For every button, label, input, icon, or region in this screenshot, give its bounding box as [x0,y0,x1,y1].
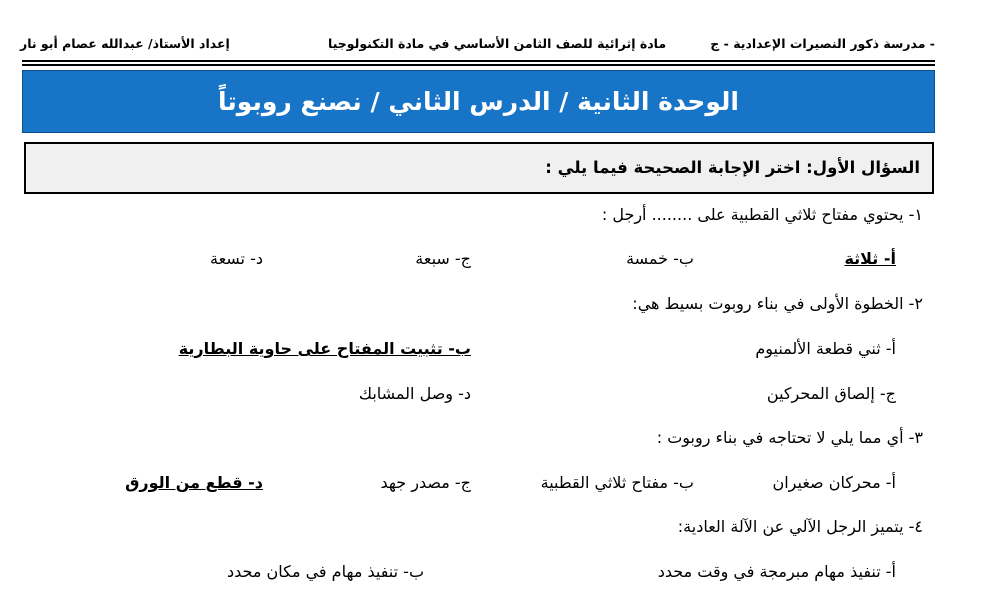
question-1-option-b[interactable]: ب- خمسة [626,249,694,268]
question-3-option-c[interactable]: ج- مصدر جهد [380,473,471,492]
header-divider [22,64,935,66]
section-title: السؤال الأول: اختر الإجابة الصحيحة فيما يلي : [545,158,920,177]
question-4-option-a[interactable]: أ- تنفيذ مهام مبرمجة في وقت محدد [657,562,896,581]
school-name: مدرسة ذكور النصيرات الإعدادية - ج - [710,36,935,51]
author-line: إعداد الأستاذ/ عبدالله عصام أبو نار [20,36,230,51]
question-1-text: ١- يحتوي مفتاح ثلاثي القطبية على ........ أرجل : [601,205,923,224]
question-3-text: ٣- أي مما يلي لا تحتاجه في بناء روبوت : [656,428,923,447]
question-2-option-c[interactable]: ج- إلصاق المحركين [766,384,896,403]
question-2-option-b[interactable]: ب- تثبيت المفتاح على حاوية البطارية [178,339,471,358]
question-3-option-d[interactable]: د- قطع من الورق [125,473,263,492]
question-2-option-a[interactable]: أ- ثني قطعة الألمنيوم [755,339,896,358]
question-1-option-a[interactable]: أ- ثلاثة [844,249,896,268]
question-1-option-d[interactable]: د- تسعة [209,249,263,268]
question-4-text: ٤- يتميز الرجل الآلي عن الآلة العادية: [677,517,923,536]
section-box [24,142,934,194]
question-3-option-a[interactable]: أ- محركان صغيران [772,473,896,492]
question-2-option-d[interactable]: د- وصل المشابك [358,384,471,403]
question-3-option-b[interactable]: ب- مفتاح ثلاثي القطبية [540,473,694,492]
lesson-title: الوحدة الثانية / الدرس الثاني / نصنع روبوتاً [218,87,739,116]
question-4-option-b[interactable]: ب- تنفيذ مهام في مكان محدد [226,562,424,581]
question-2-text: ٢- الخطوة الأولى في بناء روبوت بسيط هي: [632,294,923,313]
question-1-option-c[interactable]: ج- سبعة [415,249,471,268]
header-divider [22,60,935,62]
lesson-title-banner [22,70,935,133]
subject-line: مادة إثرائية للصف الثامن الأساسي في مادة التكنولوجيا [328,36,667,51]
